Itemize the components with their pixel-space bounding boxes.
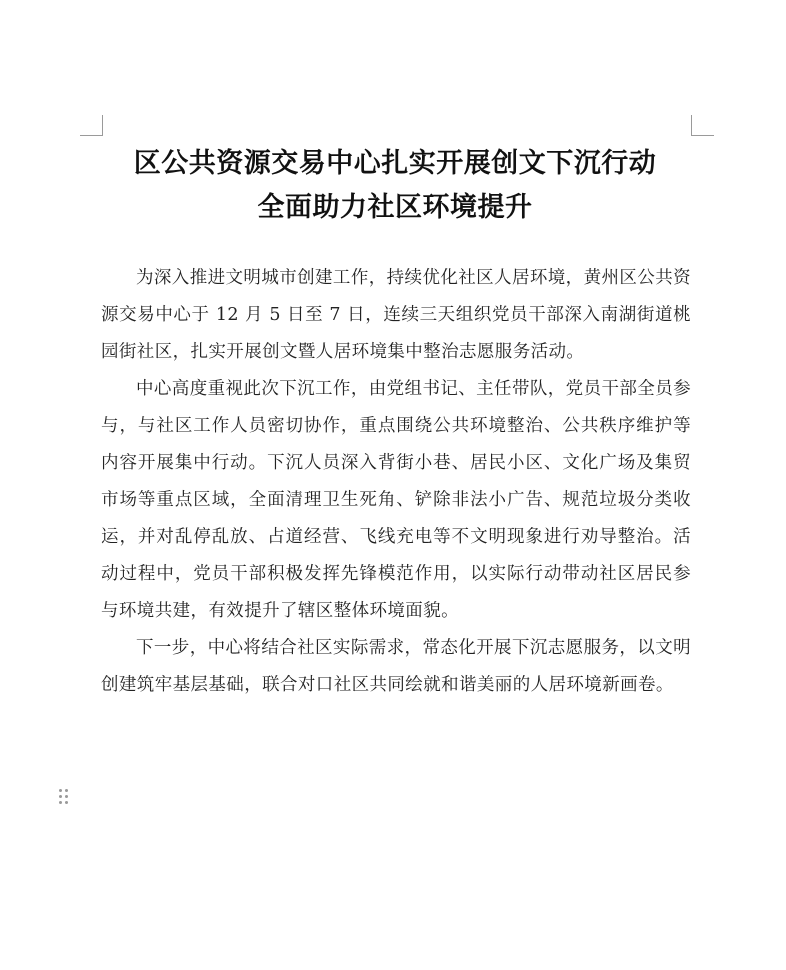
drag-dot [65,789,68,792]
paragraph-1[interactable]: 为深入推进文明城市创建工作，持续优化社区人居环境，黄州区公共资源交易中心于 12 月 5 日至 7 日，连续三天组织党员干部深入南湖街道桃园街社区，扎实开展创文暨人居环境集中整治志愿服务活动。 [101,268,691,362]
drag-dot [59,789,62,792]
drag-dot [65,795,68,798]
page-margin-corner-top-right [691,115,714,136]
title-line-2: 全面助力社区环境提升 [257,192,533,223]
paragraph-2[interactable]: 中心高度重视此次下沉工作，由党组书记、主任带队，党员干部全员参与，与社区工作人员密切协作，重点围绕公共环境整治、公共秩序维护等内容开展集中行动。下沉人员深入背街小巷、居民小区、文化广场及集贸市场等重点区域，全面清理卫生死角、铲除非法小广告、规范垃圾分类收运，并对乱停乱放、占道经营、飞线充电等不文明现象进行劝导整治。活动过程中，党员干部积极发挥先锋模范作用，以实际行动带动社区居民参与环境共建，有效提升了辖区整体环境面貌。 [101,379,691,621]
drag-dot [59,801,62,804]
drag-handle-icon[interactable] [59,789,69,805]
drag-dot [65,801,68,804]
drag-dot [59,795,62,798]
paragraph-3[interactable]: 下一步，中心将结合社区实际需求，常态化开展下沉志愿服务，以文明创建筑牢基层基础，联合对口社区共同绘就和谐美丽的人居环境新画卷。 [101,638,691,695]
document-body[interactable] [101,260,691,704]
page-margin-corner-top-left [80,115,103,136]
document-title [100,142,690,230]
title-line-1: 区公共资源交易中心扎实开展创文下沉行动 [133,148,657,179]
